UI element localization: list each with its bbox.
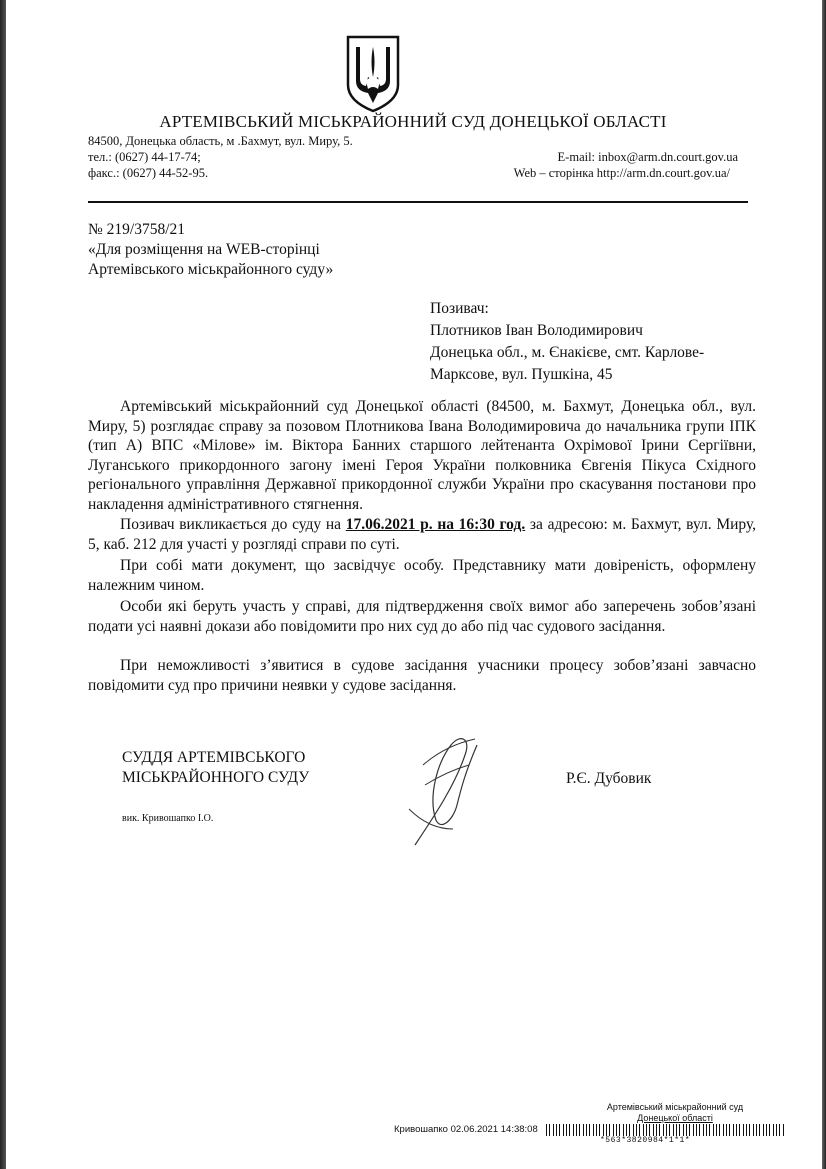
header-divider <box>88 201 748 203</box>
judge-name: Р.Є. Дубовик <box>566 770 652 787</box>
handwritten-signature-icon <box>395 725 485 855</box>
registration-stamp-line: Кривошапко 02.06.2021 14:38:08 <box>394 1124 538 1135</box>
hearing-date: 17.06.2021 р. на 16:30 год. <box>345 516 526 533</box>
case-number: № 219/3758/21 <box>88 221 186 238</box>
plaintiff-name: Плотников Іван Володимирович <box>430 322 643 339</box>
plaintiff-label: Позивач: <box>430 300 489 317</box>
court-address: 84500, Донецька область, м .Бахмут, вул. Миру, 5. <box>88 134 353 148</box>
paragraph-evidence: Особи які беруть участь у справі, для підтвердження своїх вимог або заперечень зобов’язані подати усі наявні докази або повідомити про них суд до або під час судового засідання. <box>88 598 756 635</box>
summons-text-after: за адресою: м. Бахмут, вул. Миру, 5, каб. 212 для участі у розгляді справи по суті. <box>88 516 757 553</box>
plaintiff-block <box>430 298 750 386</box>
registration-stamp-court: Артемівський міськрайонний суд Донецької області <box>606 1102 744 1123</box>
web-note-line2: Артемівського міськрайонного суду» <box>88 261 334 278</box>
barcode-text: *563*3820984*1*1* <box>600 1136 691 1145</box>
court-fax: факс.: (0627) 44-52-95. <box>88 166 209 180</box>
paragraph-documents: При собі мати документ, що засвідчує особу. Представнику мати довіреність, оформлену належним чином. <box>88 557 756 594</box>
plaintiff-address-line1: Донецька обл., м. Єнакієве, смт. Карлове- <box>430 344 705 361</box>
paragraph-case: Артемівський міськрайонний суд Донецької області (84500, м. Бахмут, Донецька обл., вул. Миру, 5) розглядає справу за позовом Плотникова Івана Володимировича до начальника групи ІПК (тип А) ВПС «Мілове» ім. Віктора Банних старшого лейтенанта Охрімової Ірини Сергіївни, Луганського прикордонного загону імені Героя України полковника Євгенія Пікуса Східного регіонального управління Державної прикордонної служби України про скасування постанови про накладення адміністративного стягнення. <box>88 398 756 513</box>
web-note-line1: «Для розміщення на WEB-сторінці <box>88 241 320 258</box>
court-web: Web – сторінка http://arm.dn.court.gov.ua/ <box>513 166 730 180</box>
court-email: E-mail: inbox@arm.dn.court.gov.ua <box>557 150 738 164</box>
barcode-icon <box>546 1124 786 1136</box>
executor: вик. Кривошапко І.О. <box>122 813 214 824</box>
summons-text-before: Позивач викликається до суду на <box>120 516 346 533</box>
scan-edge-left <box>0 0 6 1169</box>
court-phone: тел.: (0627) 44-17-74; <box>88 150 201 164</box>
paragraph-absence: При неможливості з’явитися в судове засідання учасники процесу зобов’язані завчасно повідомити суд про причини неявки у судове засідання. <box>88 657 756 694</box>
scan-edge-right <box>822 0 826 1169</box>
court-name: АРТЕМІВСЬКИЙ МІСЬКРАЙОННИЙ СУД ДОНЕЦЬКОЇ ОБЛАСТІ <box>159 112 667 131</box>
judge-title: СУДДЯ АРТЕМІВСЬКОГО МІСЬКРАЙОННОГО СУДУ <box>122 749 310 786</box>
paragraph-summons <box>88 515 756 558</box>
trident-emblem-icon <box>344 33 402 113</box>
plaintiff-address-line2: Марксове, вул. Пушкіна, 45 <box>430 366 613 383</box>
